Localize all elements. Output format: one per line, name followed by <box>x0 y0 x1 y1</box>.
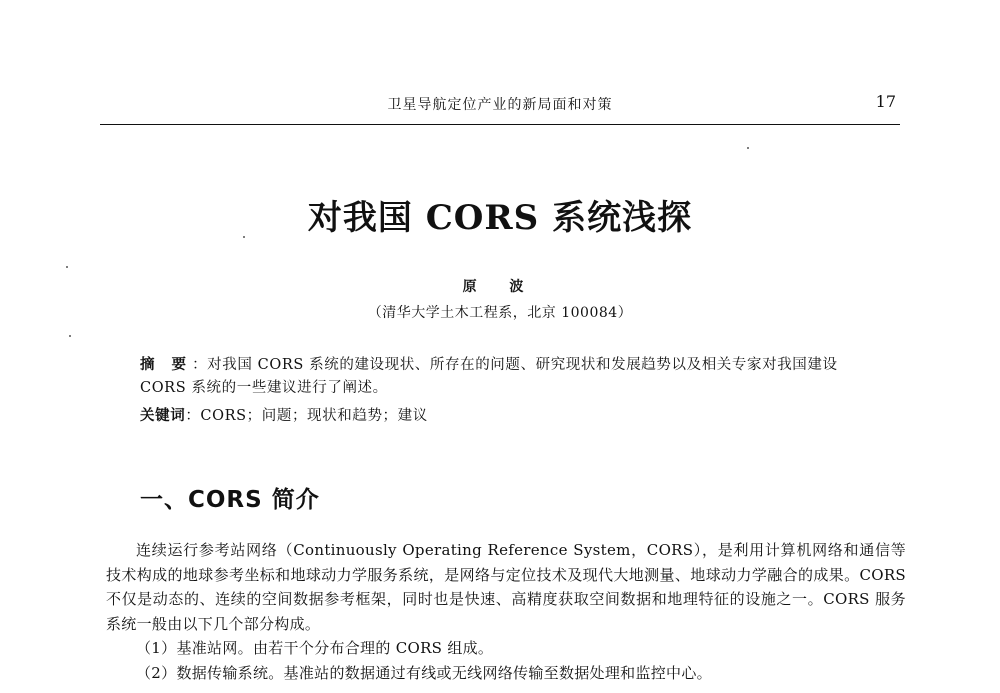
keywords-label: 关键词 <box>140 407 186 424</box>
section-heading: 一、CORS 简介 <box>140 487 320 513</box>
keywords <box>140 404 880 428</box>
scan-speck <box>66 266 68 268</box>
abstract <box>140 353 880 400</box>
scan-speck <box>747 147 749 149</box>
article-title: 对我国 CORS 系统浅探 <box>307 198 693 238</box>
affiliation: （清华大学土木工程系，北京 100084） <box>367 305 633 321</box>
abstract-text: ：对我国 CORS 系统的建设现状、所存在的问题、研究现状和发展趋势以及相关专家对我国建设 CORS 系统的一些建议进行了阐述。 <box>140 357 838 396</box>
author: 原 波 <box>462 279 538 295</box>
header-rule <box>100 124 900 125</box>
list-item: （1）基准站网。由若干个分布合理的 CORS 组成。 <box>136 639 494 657</box>
abstract-label: 摘 要 <box>140 356 193 373</box>
section-body <box>106 538 906 685</box>
keywords-text: ：CORS；问题；现状和趋势；建议 <box>185 408 428 424</box>
running-header <box>100 94 900 118</box>
page-number: 17 <box>875 92 896 111</box>
running-title: 卫星导航定位产业的新局面和对策 <box>387 97 613 113</box>
scan-speck <box>69 335 71 337</box>
body-paragraph: 连续运行参考站网络（Continuously Operating Reference System，CORS），是利用计算机网络和通信等技术构成的地球参考坐标和地球动力学服务系统，是网络与定位技术及现代大地测量、地球动力学融合的成果。CORS 不仅是动态的、连续的空间数据参考框架，同时也是快速、高精度获取空间数据和地理特征的设施之一。CORS 服务系统一般由以下几个部分构成。 <box>106 541 906 633</box>
list-item: （2）数据传输系统。基准站的数据通过有线或无线网络传输至数据处理和监控中心。 <box>136 663 712 682</box>
